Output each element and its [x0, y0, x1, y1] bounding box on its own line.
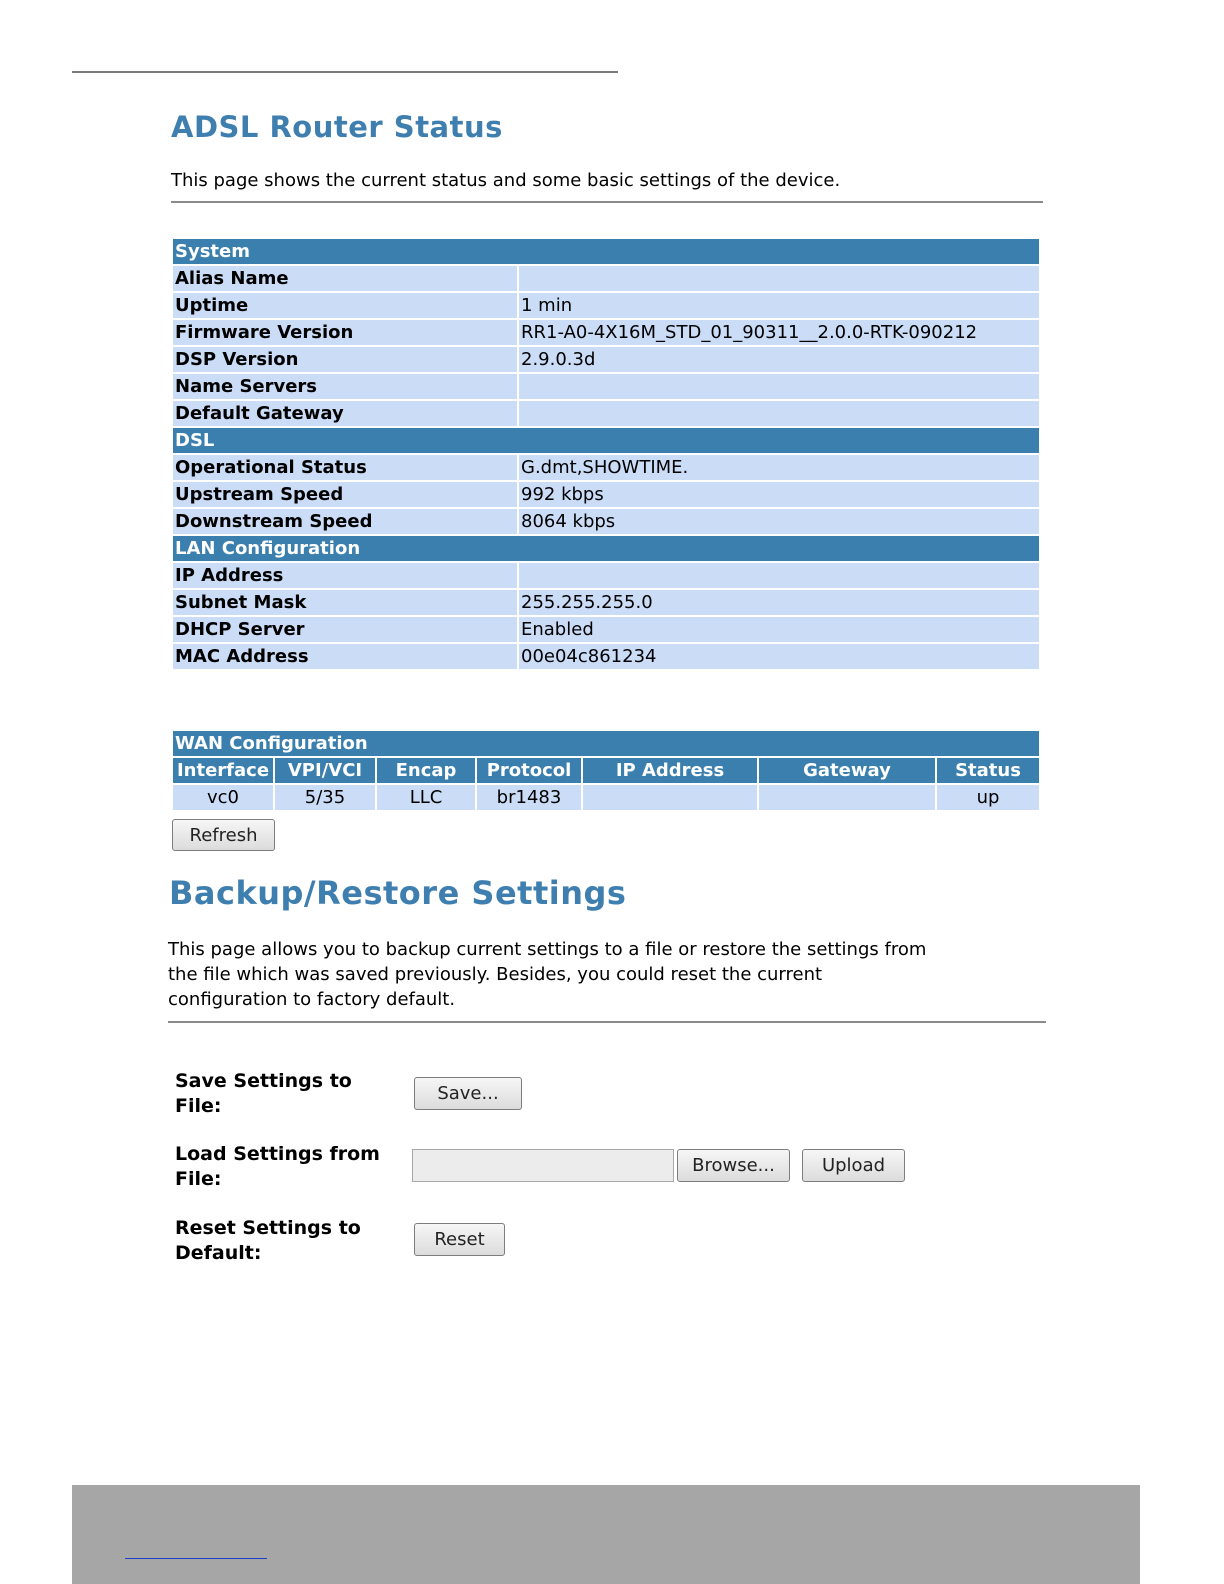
column-header: Status [937, 758, 1039, 783]
section-header: DSL [173, 428, 1039, 453]
row-label: Downstream Speed [173, 509, 517, 534]
label-line: Save Settings to [175, 1070, 352, 1092]
row-label: Default Gateway [173, 401, 517, 426]
row-label: DHCP Server [173, 617, 517, 642]
description-line: the file which was saved previously. Besides, you could reset the current [168, 964, 823, 985]
row-value: 00e04c861234 [519, 644, 1039, 669]
row-label: Uptime [173, 293, 517, 318]
footer-link-underline [125, 1558, 267, 1559]
table-row [173, 347, 1039, 372]
column-header: Interface [173, 758, 273, 783]
page-footer [72, 1485, 1140, 1584]
row-value: 8064 kbps [519, 509, 1039, 534]
table-row [173, 320, 1039, 345]
section-header: WAN Configuration [173, 731, 1039, 756]
section-header: System [173, 239, 1039, 264]
header-rule [72, 71, 618, 73]
section-header: LAN Configuration [173, 536, 1039, 561]
table-row [173, 374, 1039, 399]
table-row [173, 266, 1039, 291]
wan-cell: up [937, 785, 1039, 810]
section-dsl [173, 428, 1039, 453]
table-row [173, 455, 1039, 480]
row-value: 992 kbps [519, 482, 1039, 507]
row-label: Subnet Mask [173, 590, 517, 615]
row-value: 2.9.0.3d [519, 347, 1039, 372]
section-lan [173, 536, 1039, 561]
row-label: MAC Address [173, 644, 517, 669]
load-settings-label [175, 1142, 380, 1192]
row-label: DSP Version [173, 347, 517, 372]
row-value: Enabled [519, 617, 1039, 642]
row-value [519, 266, 1039, 291]
backup-page-title: Backup/Restore Settings [169, 874, 627, 912]
row-label: Upstream Speed [173, 482, 517, 507]
label-line: File: [175, 1095, 222, 1117]
wan-header-row [173, 758, 1039, 783]
reset-button[interactable]: Reset [414, 1223, 505, 1256]
row-label: Name Servers [173, 374, 517, 399]
section-system [173, 239, 1039, 264]
wan-cell: vc0 [173, 785, 273, 810]
label-line: Default: [175, 1242, 262, 1264]
reset-settings-label [175, 1216, 361, 1266]
row-label: IP Address [173, 563, 517, 588]
wan-cell [583, 785, 757, 810]
table-row [173, 785, 1039, 810]
column-header: IP Address [583, 758, 757, 783]
column-header: Gateway [759, 758, 935, 783]
wan-cell: br1483 [477, 785, 581, 810]
row-value: 255.255.255.0 [519, 590, 1039, 615]
table-row [173, 293, 1039, 318]
table-row [173, 617, 1039, 642]
table-row [173, 563, 1039, 588]
section-wan [173, 731, 1039, 756]
column-header: Encap [377, 758, 475, 783]
column-header: VPI/VCI [275, 758, 375, 783]
save-button[interactable]: Save... [414, 1077, 522, 1110]
wan-table [171, 729, 1041, 812]
backup-page-description [168, 937, 926, 1012]
description-line: This page allows you to backup current settings to a file or restore the settings from [168, 939, 927, 960]
label-line: Load Settings from [175, 1143, 380, 1165]
row-value: G.dmt,SHOWTIME. [519, 455, 1039, 480]
wan-cell: 5/35 [275, 785, 375, 810]
file-path-input[interactable] [412, 1149, 674, 1182]
upload-button[interactable]: Upload [802, 1149, 905, 1182]
wan-cell: LLC [377, 785, 475, 810]
row-label: Firmware Version [173, 320, 517, 345]
table-row [173, 509, 1039, 534]
label-line: Reset Settings to [175, 1217, 361, 1239]
table-row [173, 401, 1039, 426]
row-label: Operational Status [173, 455, 517, 480]
row-value [519, 401, 1039, 426]
label-line: File: [175, 1168, 222, 1190]
refresh-button[interactable]: Refresh [172, 819, 275, 851]
save-settings-label [175, 1069, 352, 1119]
table-row [173, 590, 1039, 615]
status-page-description: This page shows the current status and some basic settings of the device. [171, 170, 841, 191]
column-header: Protocol [477, 758, 581, 783]
browse-button[interactable]: Browse... [677, 1149, 790, 1182]
table-row [173, 644, 1039, 669]
status-table [171, 237, 1041, 671]
wan-cell [759, 785, 935, 810]
status-page-title: ADSL Router Status [171, 110, 503, 144]
row-value: RR1-A0-4X16M_STD_01_90311__2.0.0-RTK-090212 [519, 320, 1039, 345]
row-value [519, 374, 1039, 399]
backup-divider [168, 1021, 1046, 1023]
description-line: configuration to factory default. [168, 989, 456, 1010]
row-value: 1 min [519, 293, 1039, 318]
status-divider [171, 201, 1043, 203]
table-row [173, 482, 1039, 507]
row-label: Alias Name [173, 266, 517, 291]
row-value [519, 563, 1039, 588]
